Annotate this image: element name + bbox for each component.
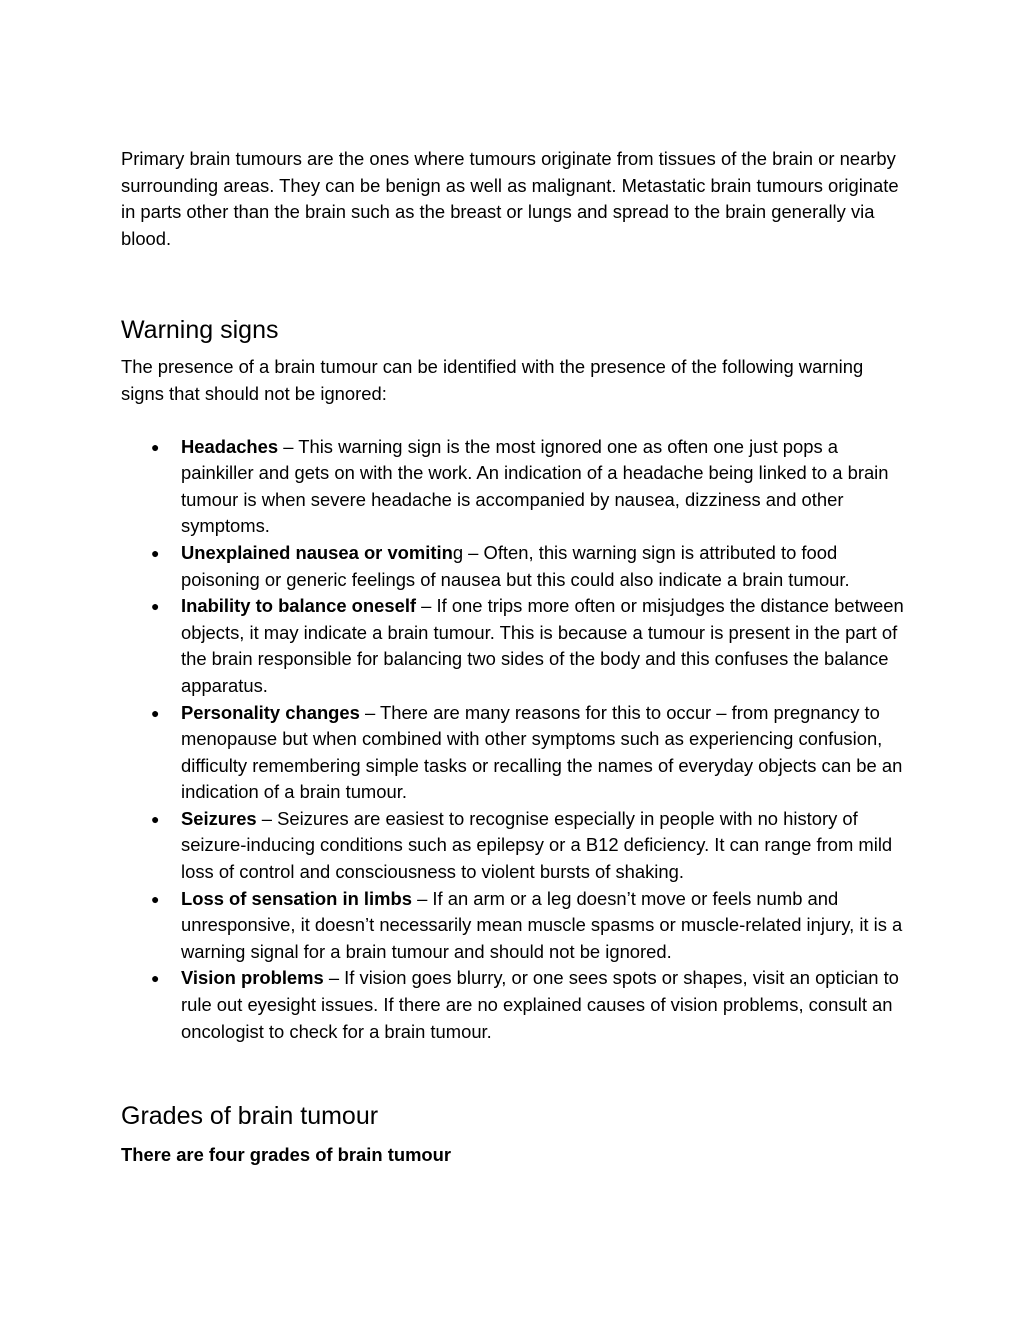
bullet-icon: ● — [151, 544, 160, 561]
intro-paragraph: Primary brain tumours are the ones where tumours originate from tissues of the brain or nearby surrounding areas. They can be benign as well as malignant. Metastatic brain tumours originate in parts other than the brain such as the breast or lungs and spread to the brain generally via blood. — [121, 148, 899, 249]
list-item-title: Headaches — [181, 435, 279, 457]
document-page — [121, 146, 911, 1169]
list-item-text: – There are many reasons for this to occur – from pregnancy to menopause but when combined with other symptoms such as experiencing confusion, difficulty remembering simple tasks or recalling the names of everyday objects can be an indication of a brain tumour. — [181, 701, 903, 803]
bullet-icon: ● — [151, 970, 160, 987]
list-item-title: Personality changes — [181, 701, 360, 723]
list-item — [121, 593, 911, 699]
bullet-icon: ● — [151, 438, 160, 455]
grades-lead-text: There are four grades of brain tumour — [121, 1144, 452, 1166]
bullet-icon: ● — [151, 810, 160, 827]
list-item-title: Unexplained nausea or vomitin — [181, 541, 453, 563]
list-item-text: – If one trips more often or misjudges the distance between objects, it may indicate a brain tumour. This is because a tumour is present in the part of the brain responsible for balancing two sides of the body and this confuses the balance apparatus. — [181, 595, 904, 696]
bullet-icon: ● — [151, 704, 160, 721]
list-item-text: – If an arm or a leg doesn’t move or feels numb and unresponsive, it doesn’t necessarily mean muscle spasms or muscle-related injury, it is a warning signal for a brain tumour and should not be ignored. — [181, 887, 903, 962]
warning-signs-list — [121, 434, 911, 1046]
list-item-text: – This warning sign is the most ignored one as often one just pops a painkiller and gets on with the work. An indication of a headache being linked to a brain tumour is when severe headache is accompanied by nausea, dizziness and other symptoms. — [181, 435, 889, 537]
list-item-title: Inability to balance oneself — [181, 595, 417, 617]
list-item-title: Loss of sensation in limbs — [181, 887, 412, 909]
list-item-title: Seizures — [181, 807, 257, 829]
list-item-title: Vision problems — [181, 967, 324, 989]
list-item-text: – If vision goes blurry, or one sees spots or shapes, visit an optician to rule out eyesight issues. If there are no explained causes of vision problems, consult an oncologist to check for a brain tumour. — [181, 967, 899, 1042]
list-item — [121, 434, 911, 540]
bullet-icon: ● — [151, 598, 160, 615]
bullet-icon: ● — [151, 890, 160, 907]
list-item — [121, 806, 911, 886]
warning-signs-intro: The presence of a brain tumour can be identified with the presence of the following warning signs that should not be ignored: — [121, 356, 864, 404]
list-item-text: g – Often, this warning sign is attributed to food poisoning or generic feelings of nausea but this could also indicate a brain tumour. — [181, 541, 850, 590]
warning-signs-heading: Warning signs — [121, 316, 279, 345]
grades-heading: Grades of brain tumour — [121, 1102, 379, 1131]
list-item — [121, 540, 911, 593]
list-item — [121, 700, 911, 806]
list-item-text: – Seizures are easiest to recognise especially in people with no history of seizure-inducing conditions such as epilepsy or a B12 deficiency. It can range from mild loss of control and consciousness to violent bursts of shaking. — [181, 807, 893, 883]
list-item — [121, 965, 911, 1045]
list-item — [121, 886, 911, 966]
